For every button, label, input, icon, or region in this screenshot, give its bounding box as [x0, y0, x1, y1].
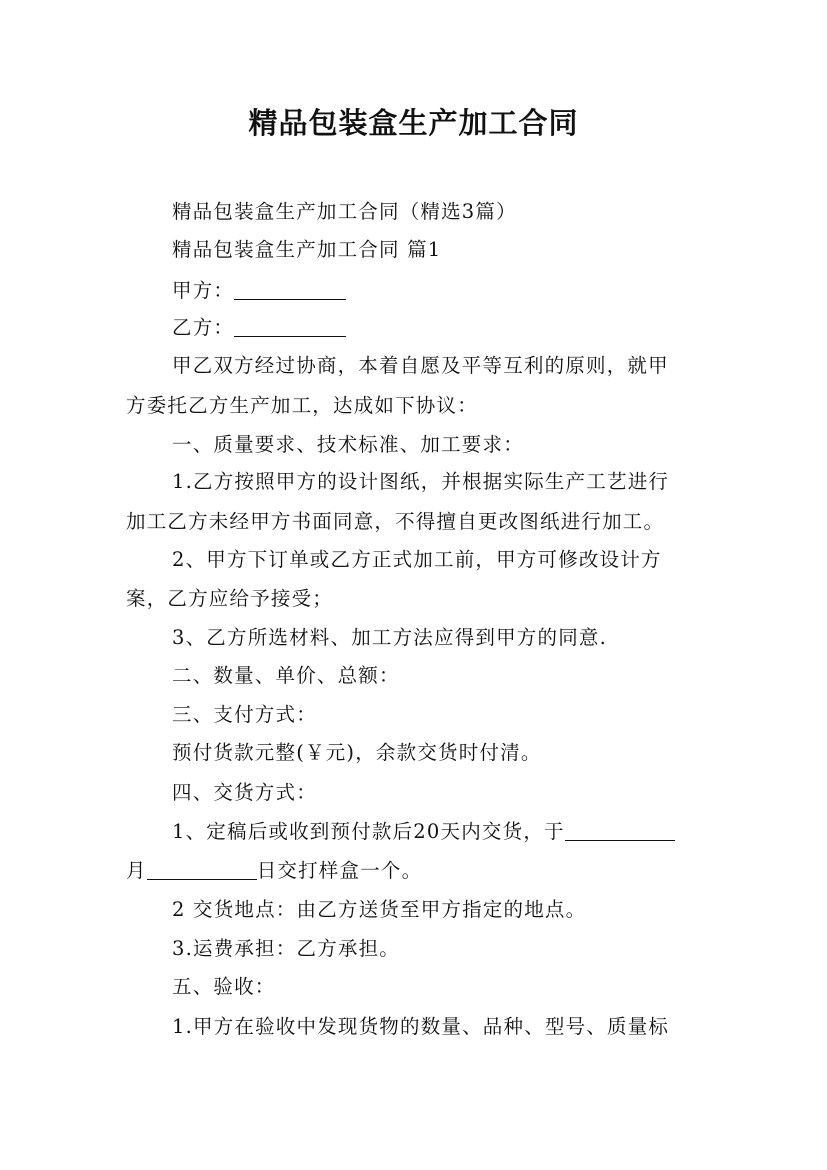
party-a-blank	[234, 279, 346, 300]
clause-heading-4: 四、交货方式：	[172, 781, 317, 804]
clause-heading-5: 五、验收：	[172, 975, 276, 998]
party-b-label: 乙方：	[172, 316, 235, 339]
clause-1-1-line: 加工乙方未经甲方书面同意，不得擅自更改图纸进行加工。	[126, 510, 665, 533]
party-a-line	[172, 277, 346, 305]
party-a-label: 甲方：	[172, 279, 235, 302]
clause-heading-3: 三、支付方式：	[172, 703, 317, 726]
clause-1-3: 3、乙方所选材料、加工方法应得到甲方的同意.	[172, 626, 608, 649]
intro-paragraph-line: 方委托乙方生产加工，达成如下协议：	[126, 394, 478, 417]
party-b-line	[172, 314, 346, 342]
delivery-3: 3.运费承担：乙方承担。	[172, 937, 401, 960]
month-label: 月	[126, 859, 147, 882]
delivery-date-blank	[565, 820, 675, 841]
party-b-blank	[234, 316, 346, 337]
delivery-1-line	[172, 818, 675, 846]
delivery-1-suffix: 日交打样盒一个。	[256, 859, 423, 882]
document-title: 精品包装盒生产加工合同	[248, 106, 579, 140]
payment-terms: 预付货款元整(￥元)，余款交货时付清。	[172, 741, 542, 764]
clause-1-2-line: 案，乙方应给予接受；	[126, 587, 334, 610]
intro-paragraph-line: 甲乙双方经过协商，本着自愿及平等互利的原则，就甲	[172, 354, 669, 377]
clause-1-1-line: 1.乙方按照甲方的设计图纸，并根据实际生产工艺进行	[172, 470, 670, 493]
clause-heading-2: 二、数量、单价、总额：	[172, 664, 400, 687]
document-subtitle: 精品包装盒生产加工合同（精选3篇）	[172, 200, 517, 223]
delivery-2: 2 交货地点：由乙方送货至甲方指定的地点。	[172, 898, 587, 921]
delivery-1-text: 1、定稿后或收到预付款后20天内交货，于	[172, 820, 565, 843]
acceptance-1-line: 1.甲方在验收中发现货物的数量、品种、型号、质量标	[172, 1015, 670, 1038]
delivery-1-line	[126, 857, 422, 885]
section-heading: 精品包装盒生产加工合同 篇1	[172, 238, 442, 261]
delivery-day-blank	[147, 859, 257, 880]
clause-heading-1: 一、质量要求、技术标准、加工要求：	[172, 433, 524, 456]
clause-1-2-line: 2、甲方下订单或乙方正式加工前，甲方可修改设计方	[172, 548, 662, 571]
